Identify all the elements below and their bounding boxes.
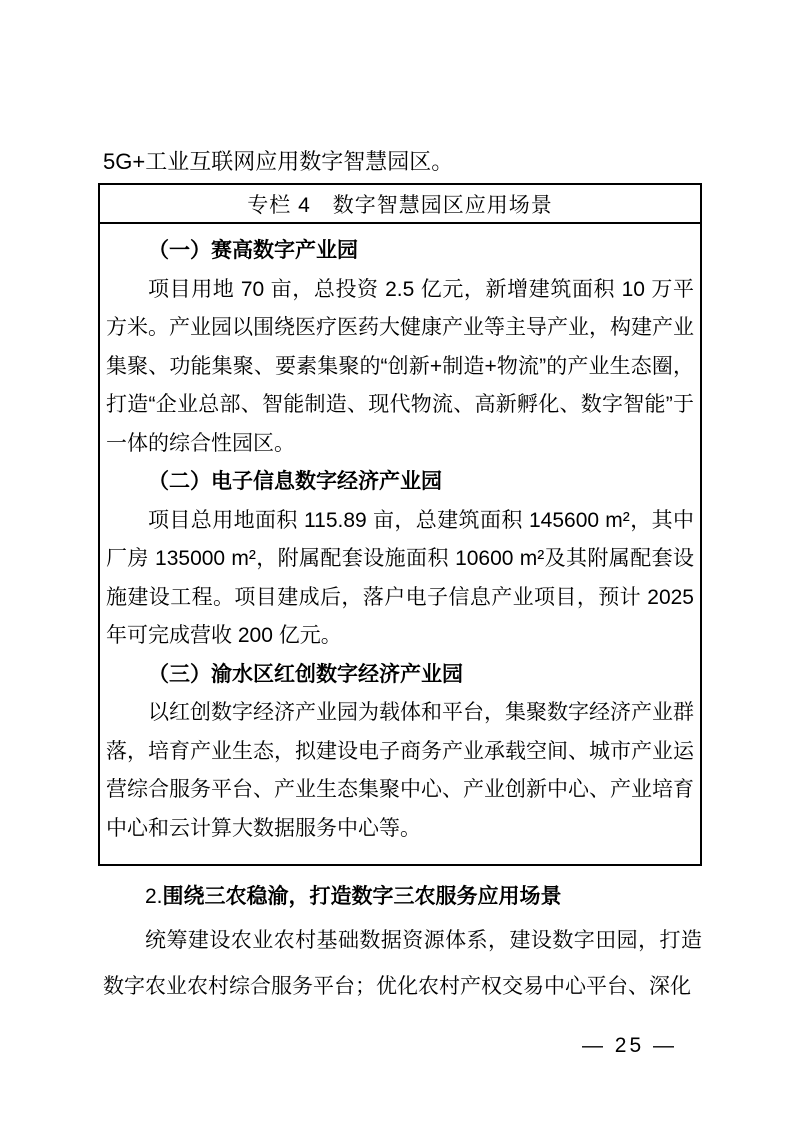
- section-1-heading: （一）赛高数字产业园: [148, 239, 358, 262]
- section-3-heading: （三）渝水区红创数字经济产业园: [148, 662, 463, 686]
- column-4-box-title: 专栏 4 数字智慧园区应用场景: [100, 185, 700, 224]
- page-number: — 25 —: [581, 1034, 677, 1057]
- section-2-heading: （二）电子信息数字经济产业园: [148, 470, 442, 493]
- section-3-body: 以红创数字经济产业园为载体和平台，集聚数字经济产业群落，培育产业生态，拟建设电子商务产业承载空间、城市产业运营综合服务平台、产业生态集聚中心、产业创新中心、产业培育中心和云计算大数据服务中心等。: [106, 701, 694, 840]
- column-4-box-body: [100, 224, 700, 864]
- subsection-2-title: 围绕三农稳渝，打造数字三农服务应用场景: [162, 885, 562, 908]
- subsection-2-heading: [103, 876, 702, 918]
- intro-paragraph: 5G+工业互联网应用数字智慧园区。: [103, 149, 454, 174]
- subsection-2-number: 2.: [145, 885, 163, 908]
- page-content: [98, 147, 702, 1010]
- section-2-body: 项目总用地面积 115.89 亩，总建筑面积 145600 m²，其中厂房 135000 m²，附属配套设施面积 10600 m²及其附属配套设施建设工程。项目建成后，落户电子信息产业项目，预计 2025 年可完成营收 200 亿元。: [106, 508, 694, 647]
- column-4-box: [98, 183, 702, 866]
- subsection-2-body: 统筹建设农业农村基础数据资源体系，建设数字田园，打造数字农业农村综合服务平台；优化农村产权交易中心平台、深化: [103, 929, 702, 998]
- section-1-body: 项目用地 70 亩，总投资 2.5 亿元，新增建筑面积 10 万平方米。产业园以围绕医疗医药大健康产业等主导产业，构建产业集聚、功能集聚、要素集聚的“创新+制造+物流”的产业生态圈，打造“企业总部、智能制造、现代物流、高新孵化、数字智能”于一体的综合性园区。: [106, 277, 694, 455]
